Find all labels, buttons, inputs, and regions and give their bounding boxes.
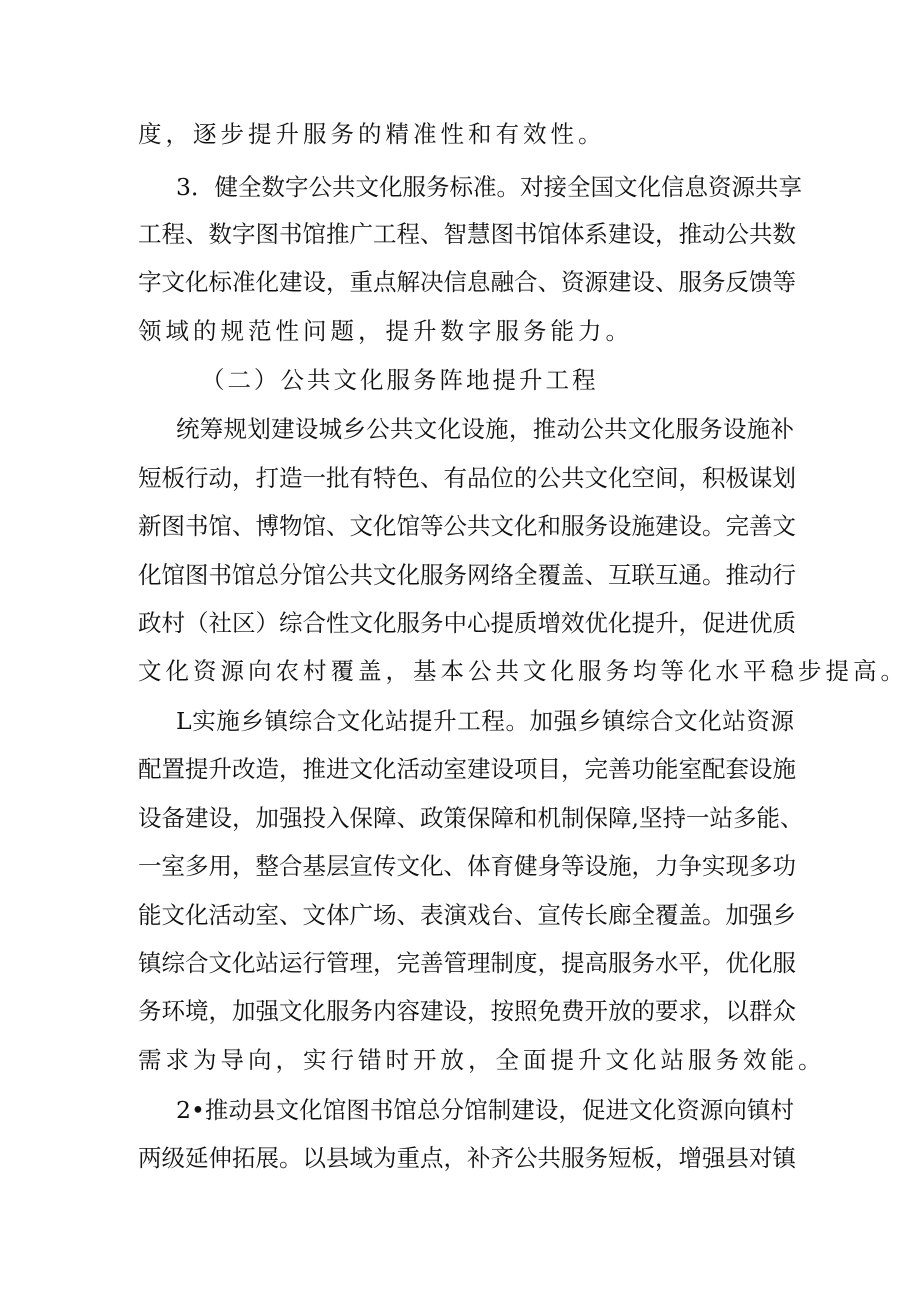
text-line-5: 领域的规范性问题，提升数字服务能力。 — [138, 317, 633, 345]
section-heading: （二）公共文化服务阵地提升工程 — [201, 366, 599, 394]
text-line-13: L实施乡镇综合文化站提升工程。加强乡镇综合文化站资源 — [176, 707, 794, 735]
text-line-4: 字文化标准化建设，重点解决信息融合、资源建设、服务反馈等 — [138, 268, 796, 296]
text-line-18: 镇综合文化站运行管理，完善管理制度，提高服务水平，优化服 — [138, 949, 796, 977]
text-line-17: 能文化活动室、文体广场、表演戏台、宣传长廊全覆盖。加强乡 — [138, 901, 796, 929]
text-line-12: 文化资源向农村覆盖，基本公共文化服务均等化水平稳步提高。 — [138, 657, 908, 685]
text-line-21: 2•推动县文化馆图书馆总分馆制建设，促进文化资源向镇村 — [176, 1096, 794, 1124]
text-line-19: 务环境，加强文化服务内容建设，按照免费开放的要求，以群众 — [138, 997, 796, 1025]
text-line-14: 配置提升改造，推进文化活动室建设项目，完善功能室配套设施 — [138, 755, 796, 783]
text-line-10: 化馆图书馆总分馆公共文化服务网络全覆盖、互联互通。推动行 — [138, 561, 796, 589]
text-line-16: 一室多用，整合基层宣传文化、体育健身等设施，力争实现多功 — [138, 852, 796, 880]
text-line-20: 需求为导向，实行错时开放，全面提升文化站服务效能。 — [138, 1046, 826, 1074]
text-line-22: 两级延伸拓展。以县域为重点，补齐公共服务短板，增强县对镇 — [138, 1144, 796, 1172]
text-line-15: 设备建设，加强投入保障、政策保障和机制保障,坚持一站多能、 — [138, 804, 804, 832]
text-line-1: 度，逐步提升服务的精准性和有效性。 — [138, 120, 606, 148]
text-line-8: 短板行动，打造一批有特色、有品位的公共文化空间，积极谋划 — [138, 464, 796, 492]
text-line-3: 工程、数字图书馆推广工程、智慧图书馆体系建设，推动公共数 — [138, 220, 796, 248]
text-line-7: 统筹规划建设城乡公共文化设施，推动公共文化服务设施补 — [176, 415, 794, 443]
text-line-9: 新图书馆、博物馆、文化馆等公共文化和服务设施建设。完善文 — [138, 512, 796, 540]
text-line-2: 3．健全数字公共文化服务标准。对接全国文化信息资源共享 — [176, 173, 802, 201]
text-line-11: 政村（社区）综合性文化服务中心提质增效优化提升，促进优质 — [138, 609, 796, 637]
